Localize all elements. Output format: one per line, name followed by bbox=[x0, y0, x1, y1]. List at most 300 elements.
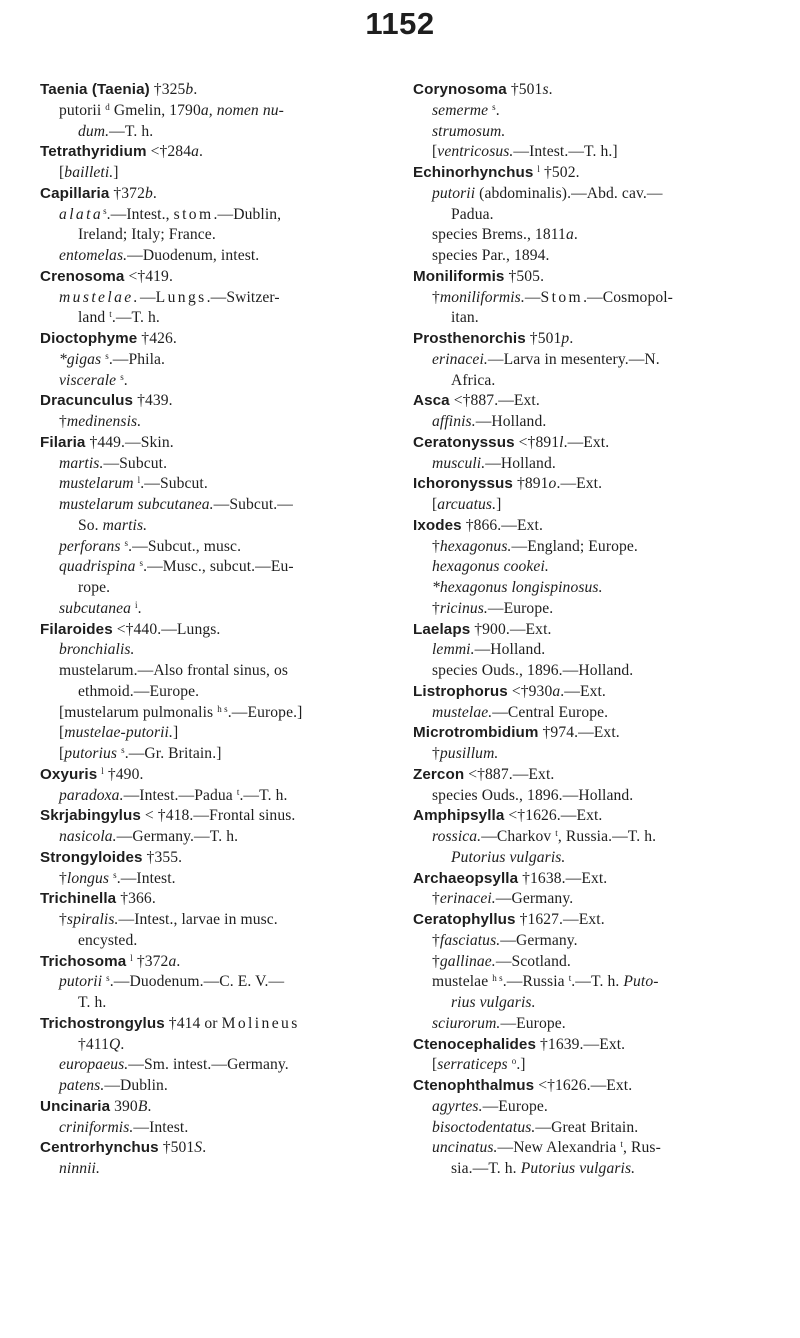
text-run: .—T. h. bbox=[111, 309, 160, 327]
species-entry bbox=[40, 827, 380, 848]
footnote-marker: d bbox=[105, 101, 110, 112]
footnote-marker: s bbox=[105, 350, 109, 361]
text-run: . bbox=[176, 952, 181, 970]
italic-text: l bbox=[559, 433, 564, 451]
left-column bbox=[40, 80, 380, 1180]
text-run: —Europe. bbox=[487, 599, 554, 617]
text-run: Tetrathyridium bbox=[40, 143, 147, 161]
species-entry bbox=[413, 225, 763, 246]
text-run: .—Russia bbox=[502, 973, 569, 991]
continuation-line bbox=[413, 371, 763, 392]
species-entry bbox=[413, 184, 763, 205]
genus-heading bbox=[413, 267, 763, 288]
italic-text: S bbox=[194, 1139, 203, 1157]
species-entry bbox=[40, 910, 380, 931]
text-run: Listrophorus bbox=[413, 682, 508, 700]
continuation-line bbox=[413, 308, 763, 329]
genus-heading bbox=[40, 806, 380, 827]
text-run: Moniliformis bbox=[413, 267, 505, 285]
text-run: Strongyloides bbox=[40, 848, 143, 866]
text-run: [ bbox=[432, 143, 438, 161]
text-run: Ctenophthalmus bbox=[413, 1077, 535, 1094]
text-run: . bbox=[123, 371, 128, 389]
footnote-marker: s bbox=[121, 745, 125, 755]
italic-text: viscerale bbox=[59, 371, 117, 389]
text-run: Dracunculus bbox=[40, 392, 134, 410]
text-run: —England; Europe. bbox=[511, 537, 638, 555]
text-run: Trichostrongylus bbox=[40, 1014, 165, 1032]
text-run: † bbox=[432, 952, 440, 970]
species-entry bbox=[413, 827, 763, 848]
species-entry bbox=[413, 1014, 763, 1035]
text-run: . bbox=[202, 1139, 207, 1157]
genus-heading bbox=[413, 329, 763, 350]
footnote-marker: t bbox=[236, 786, 240, 797]
text-run: Ireland; Italy; France. bbox=[78, 226, 216, 244]
italic-text: agyrtes. bbox=[432, 1097, 483, 1115]
text-run: —Holland. bbox=[485, 454, 556, 472]
species-entry bbox=[40, 101, 380, 122]
text-run: †502. bbox=[540, 164, 580, 181]
species-entry bbox=[413, 661, 763, 682]
text-run: —Europe. bbox=[500, 1014, 566, 1032]
continuation-line bbox=[413, 848, 763, 869]
text-run: † bbox=[432, 890, 440, 908]
text-run: Ichoronyssus bbox=[413, 475, 513, 493]
text-run: itan. bbox=[451, 309, 479, 327]
species-entry bbox=[40, 972, 380, 993]
italic-text: medinensis. bbox=[66, 413, 142, 430]
genus-heading bbox=[413, 910, 763, 931]
italic-text: criniformis. bbox=[59, 1118, 134, 1136]
text-run: †366. bbox=[116, 890, 156, 908]
text-run: species Ouds., 1896.—Holland. bbox=[432, 662, 634, 679]
italic-text: martis. bbox=[59, 454, 104, 472]
species-entry bbox=[413, 1138, 763, 1159]
text-run: —Duodenum, intest. bbox=[127, 247, 260, 264]
italic-text: musculi. bbox=[432, 454, 486, 472]
text-run: Amphipsylla bbox=[413, 807, 505, 825]
text-run: .] bbox=[516, 1056, 526, 1074]
genus-heading bbox=[40, 1138, 380, 1159]
text-run: [ bbox=[59, 745, 65, 762]
text-run: Filaroides bbox=[40, 620, 113, 638]
italic-text: fasciatus. bbox=[439, 931, 501, 949]
species-entry bbox=[413, 744, 763, 765]
text-run: . bbox=[147, 1097, 152, 1115]
genus-heading bbox=[413, 391, 763, 412]
genus-heading bbox=[413, 1035, 763, 1056]
genus-heading bbox=[413, 1076, 763, 1097]
text-run: † bbox=[432, 745, 440, 762]
species-entry bbox=[40, 371, 380, 392]
text-run: —Germany.—T. h. bbox=[116, 828, 239, 845]
species-entry bbox=[40, 163, 380, 184]
text-run: — bbox=[524, 288, 541, 306]
text-run: .—Ext. bbox=[563, 433, 610, 451]
species-entry bbox=[413, 454, 763, 475]
text-run: —Charkov bbox=[481, 828, 556, 845]
genus-heading bbox=[413, 433, 763, 454]
text-run: † bbox=[432, 931, 440, 949]
text-run: †900.—Ext. bbox=[470, 620, 552, 638]
species-entry bbox=[413, 288, 763, 309]
text-run: —Holland. bbox=[474, 641, 546, 659]
page-number: 1152 bbox=[365, 6, 435, 41]
text-run: —Scotland. bbox=[495, 952, 571, 970]
footnote-marker: s bbox=[139, 558, 144, 569]
text-run: Gmelin, 1790 bbox=[109, 101, 201, 119]
continuation-line bbox=[413, 993, 763, 1014]
text-run: †426. bbox=[137, 330, 177, 347]
footnote-marker: t bbox=[109, 309, 112, 320]
text-run: Ixodes bbox=[413, 516, 462, 534]
species-entry bbox=[413, 972, 763, 993]
species-entry bbox=[413, 952, 763, 973]
text-run: ] bbox=[172, 724, 179, 742]
text-run: †439. bbox=[133, 392, 173, 410]
text-run: .—Cosmopol- bbox=[583, 288, 673, 306]
text-run: . bbox=[573, 226, 578, 244]
italic-text: a bbox=[552, 682, 561, 700]
text-run: .—Switzer- bbox=[206, 288, 280, 306]
species-entry bbox=[40, 350, 380, 371]
species-entry bbox=[413, 122, 763, 143]
footnote-marker: s bbox=[120, 371, 124, 382]
text-run: .—Subcut. bbox=[140, 475, 208, 493]
genus-heading bbox=[413, 516, 763, 537]
footnote-marker: o bbox=[511, 1056, 517, 1067]
text-run: species Ouds., 1896.—Holland. bbox=[432, 786, 634, 804]
text-run: †414 or bbox=[164, 1014, 222, 1032]
species-entry bbox=[40, 557, 380, 578]
italic-text: rossica. bbox=[432, 828, 482, 845]
species-entry bbox=[413, 495, 763, 516]
footnote-marker: l bbox=[137, 475, 141, 486]
italic-text: mustelarum subcutanea. bbox=[59, 496, 214, 513]
continuation-line bbox=[40, 225, 380, 246]
text-run: .—Phila. bbox=[108, 350, 166, 368]
text-run: <†887.—Ext. bbox=[464, 765, 555, 783]
species-entry bbox=[40, 869, 380, 890]
italic-text: moniliformis. bbox=[439, 288, 525, 306]
species-entry bbox=[413, 537, 763, 558]
text-run: ethmoid.—Europe. bbox=[78, 682, 200, 700]
genus-heading bbox=[413, 163, 763, 184]
footnote-marker: s bbox=[124, 537, 129, 548]
text-run: Stom bbox=[540, 288, 584, 306]
genus-heading bbox=[413, 620, 763, 641]
continuation-line bbox=[413, 1159, 763, 1180]
italic-text: hexagonus. bbox=[439, 537, 512, 555]
genus-heading bbox=[40, 1097, 380, 1118]
italic-text: arcuatus. bbox=[437, 496, 497, 513]
species-entry bbox=[413, 931, 763, 952]
italic-text: strumosum. bbox=[432, 122, 506, 140]
italic-text: ventricosus. bbox=[437, 143, 514, 161]
genus-heading bbox=[40, 1014, 380, 1035]
italic-text: martis. bbox=[102, 516, 148, 534]
species-entry bbox=[413, 350, 763, 371]
italic-text: a bbox=[565, 226, 574, 244]
italic-text: quadrispina bbox=[59, 558, 136, 576]
text-run: Molineus bbox=[221, 1014, 300, 1032]
species-entry bbox=[40, 744, 380, 765]
text-run: Microtrombidium bbox=[413, 724, 539, 742]
genus-heading bbox=[413, 682, 763, 703]
text-run: †501 bbox=[506, 81, 543, 98]
text-run: Lungs bbox=[155, 288, 207, 306]
text-run: <†891 bbox=[514, 433, 560, 451]
genus-heading bbox=[40, 142, 380, 163]
text-run: †372 bbox=[132, 952, 169, 970]
text-run: Laelaps bbox=[413, 620, 471, 638]
text-run: —Great Britain. bbox=[535, 1118, 639, 1136]
italic-text: *gigas bbox=[59, 350, 102, 368]
text-run: . bbox=[120, 1035, 125, 1053]
species-entry bbox=[413, 578, 763, 599]
species-entry bbox=[40, 205, 380, 226]
italic-text: spiralis. bbox=[66, 911, 119, 928]
italic-text: p bbox=[561, 330, 570, 347]
text-run: †1639.—Ext. bbox=[536, 1035, 626, 1053]
italic-text: putorii bbox=[59, 973, 103, 991]
genus-heading bbox=[40, 433, 380, 454]
italic-text: erinacei. bbox=[439, 890, 496, 908]
text-run: † bbox=[432, 537, 440, 555]
text-run: So. bbox=[78, 516, 103, 534]
text-run: —Intest. bbox=[133, 1118, 189, 1136]
species-entry bbox=[413, 1055, 763, 1076]
continuation-line bbox=[40, 308, 380, 329]
text-run: Echinorhynchus bbox=[413, 164, 534, 181]
text-run: †372 bbox=[109, 184, 145, 202]
text-run: <†930 bbox=[507, 682, 553, 700]
text-run: [ bbox=[59, 164, 65, 181]
italic-text: erinacei. bbox=[432, 350, 488, 368]
species-entry bbox=[40, 786, 380, 807]
text-run: ] bbox=[113, 164, 119, 181]
text-run: † bbox=[432, 288, 440, 306]
species-entry bbox=[40, 495, 380, 516]
text-run: Trichinella bbox=[40, 890, 117, 908]
footnote-marker: s bbox=[103, 205, 107, 216]
text-run: stom bbox=[173, 205, 214, 223]
text-run: < †418.—Frontal sinus. bbox=[140, 807, 296, 825]
italic-text: mustelae-putorii. bbox=[64, 724, 173, 742]
italic-text: putorii bbox=[432, 184, 476, 202]
text-run: <†887.—Ext. bbox=[449, 392, 540, 410]
text-run: .—Gr. Britain.] bbox=[124, 745, 222, 762]
text-run: †866.—Ext. bbox=[461, 516, 543, 534]
text-run: . bbox=[548, 81, 553, 98]
text-run: Oxyuris bbox=[40, 765, 98, 783]
text-run: ] bbox=[496, 496, 502, 513]
species-entry bbox=[413, 412, 763, 433]
italic-text: ninnii. bbox=[59, 1160, 100, 1177]
text-run: <†1626.—Ext. bbox=[534, 1077, 633, 1094]
species-entry bbox=[413, 786, 763, 807]
footnote-marker: l bbox=[537, 164, 540, 174]
text-run: , Russia.—T. h. bbox=[557, 828, 657, 845]
text-run: †501 bbox=[525, 330, 562, 347]
text-run: . bbox=[137, 599, 142, 617]
italic-text: hexagonus cookei. bbox=[432, 558, 549, 576]
text-run: Zercon bbox=[413, 765, 465, 783]
text-run: Trichosoma bbox=[40, 952, 127, 970]
genus-heading bbox=[413, 806, 763, 827]
species-entry bbox=[40, 1118, 380, 1139]
italic-text: mustelarum bbox=[59, 475, 134, 493]
text-run: —New Alexandria bbox=[497, 1139, 621, 1157]
text-run: (abdominalis).—Abd. cav.— bbox=[475, 184, 663, 202]
text-run: —Germany. bbox=[500, 931, 578, 949]
text-run: †449.—Skin. bbox=[85, 433, 174, 451]
italic-text: gallinae. bbox=[439, 952, 496, 970]
text-run: —Sm. intest.—Germany. bbox=[128, 1056, 289, 1074]
species-entry bbox=[40, 640, 380, 661]
text-run: species Par., 1894. bbox=[432, 247, 550, 264]
text-run: Taenia (Taenia) bbox=[40, 81, 150, 98]
text-run: —Germany. bbox=[495, 890, 574, 908]
footnote-marker: h s bbox=[492, 973, 503, 984]
text-run: Archaeopsylla bbox=[413, 869, 519, 887]
italic-text: pusillum. bbox=[439, 745, 499, 762]
text-run: Crenosoma bbox=[40, 267, 125, 285]
italic-text: Putorius vulgaris. bbox=[451, 848, 566, 866]
footnote-marker: s bbox=[106, 973, 110, 984]
text-run: [mustelarum pulmonalis bbox=[59, 703, 218, 721]
species-entry bbox=[40, 454, 380, 475]
text-run: [ bbox=[432, 1056, 438, 1074]
italic-text: patens. bbox=[59, 1077, 105, 1094]
species-entry bbox=[40, 537, 380, 558]
text-run: putorii bbox=[59, 101, 106, 119]
text-run: † bbox=[59, 911, 67, 928]
text-run: Filaria bbox=[40, 433, 86, 451]
italic-text: perforans bbox=[59, 537, 121, 555]
continuation-line bbox=[40, 993, 380, 1014]
genus-heading bbox=[40, 765, 380, 786]
genus-heading bbox=[40, 184, 380, 205]
text-run: † bbox=[59, 869, 67, 887]
text-run: . bbox=[193, 81, 198, 98]
text-run: mustelae bbox=[432, 973, 493, 991]
italic-text: o bbox=[548, 475, 557, 493]
text-run: .—Intest., bbox=[106, 205, 174, 223]
text-run: —Intest.—Padua bbox=[123, 786, 237, 804]
genus-heading bbox=[40, 267, 380, 288]
species-entry bbox=[413, 1097, 763, 1118]
text-run: —Intest.—T. h.] bbox=[513, 143, 618, 161]
text-run: Uncinaria bbox=[40, 1097, 111, 1115]
text-run: —Holland. bbox=[475, 413, 547, 430]
genus-heading bbox=[413, 80, 763, 101]
italic-text: europaeus. bbox=[59, 1056, 129, 1074]
footnote-marker: t bbox=[568, 973, 572, 984]
italic-text: dum. bbox=[78, 122, 110, 140]
continuation-line bbox=[413, 205, 763, 226]
italic-text: bailleti. bbox=[64, 164, 114, 181]
continuation-line bbox=[40, 516, 380, 537]
italic-text: a bbox=[168, 952, 177, 970]
text-run: [ bbox=[59, 724, 65, 742]
italic-text: b bbox=[144, 184, 153, 202]
genus-heading bbox=[40, 620, 380, 641]
species-entry bbox=[413, 557, 763, 578]
italic-text: *hexagonus longispinosus. bbox=[432, 579, 603, 596]
italic-text: sciurorum. bbox=[432, 1014, 501, 1032]
text-run: †490. bbox=[103, 765, 144, 783]
text-run: —Dublin. bbox=[104, 1077, 168, 1094]
text-run: encysted. bbox=[78, 931, 138, 949]
species-entry bbox=[413, 599, 763, 620]
text-run: . bbox=[569, 330, 574, 347]
text-run: species Brems., 1811 bbox=[432, 226, 566, 244]
genus-heading bbox=[40, 952, 380, 973]
text-run: <†419. bbox=[124, 267, 173, 285]
genus-heading bbox=[413, 474, 763, 495]
text-run: —Intest., larvae in musc. bbox=[118, 911, 278, 928]
footnote-marker: h s bbox=[217, 703, 228, 714]
species-entry bbox=[40, 599, 380, 620]
text-run: †505. bbox=[504, 267, 545, 285]
text-run: Capillaria bbox=[40, 184, 110, 202]
italic-text: a bbox=[191, 143, 199, 161]
text-run: —T. h. bbox=[109, 122, 154, 140]
species-entry bbox=[413, 703, 763, 724]
genus-heading bbox=[413, 869, 763, 890]
text-run: Asca bbox=[413, 392, 450, 410]
text-run: .—Ext. bbox=[556, 475, 603, 493]
italic-text: Q bbox=[109, 1035, 121, 1053]
text-run: <†1626.—Ext. bbox=[504, 807, 603, 825]
italic-text: mustelae. bbox=[432, 703, 493, 721]
italic-text: Putorius vulgaris. bbox=[520, 1160, 636, 1177]
text-run: Prosthenorchis bbox=[413, 330, 526, 347]
text-run: —Larva in mesentery.—N. bbox=[487, 350, 660, 368]
text-run: .—Dublin, bbox=[213, 205, 282, 223]
species-entry bbox=[40, 246, 380, 267]
species-entry bbox=[40, 1076, 380, 1097]
italic-text: affinis. bbox=[432, 413, 476, 430]
text-run: .—Musc., subcut.—Eu- bbox=[143, 558, 294, 576]
continuation-line bbox=[40, 1035, 380, 1056]
species-entry bbox=[40, 1159, 380, 1180]
continuation-line bbox=[40, 578, 380, 599]
text-run: T. h. bbox=[78, 994, 107, 1011]
text-run: † bbox=[432, 599, 440, 617]
species-entry bbox=[40, 288, 380, 309]
species-entry bbox=[40, 723, 380, 744]
text-run: Africa. bbox=[451, 371, 496, 389]
species-entry bbox=[413, 640, 763, 661]
footnote-marker: l bbox=[130, 952, 133, 963]
italic-text: subcutanea bbox=[59, 599, 132, 617]
right-column bbox=[413, 80, 763, 1180]
text-run: †891 bbox=[512, 475, 549, 493]
italic-text: s bbox=[542, 81, 549, 98]
text-run: †501 bbox=[158, 1139, 195, 1157]
text-run: , Rus- bbox=[623, 1139, 661, 1157]
species-entry bbox=[40, 474, 380, 495]
species-entry bbox=[40, 661, 380, 682]
text-run: †411 bbox=[78, 1035, 110, 1053]
genus-heading bbox=[40, 329, 380, 350]
text-run: .—Duodenum.—C. E. V.— bbox=[109, 973, 285, 991]
footnote-marker: i bbox=[135, 599, 138, 610]
text-run: —Central Europe. bbox=[492, 703, 609, 721]
